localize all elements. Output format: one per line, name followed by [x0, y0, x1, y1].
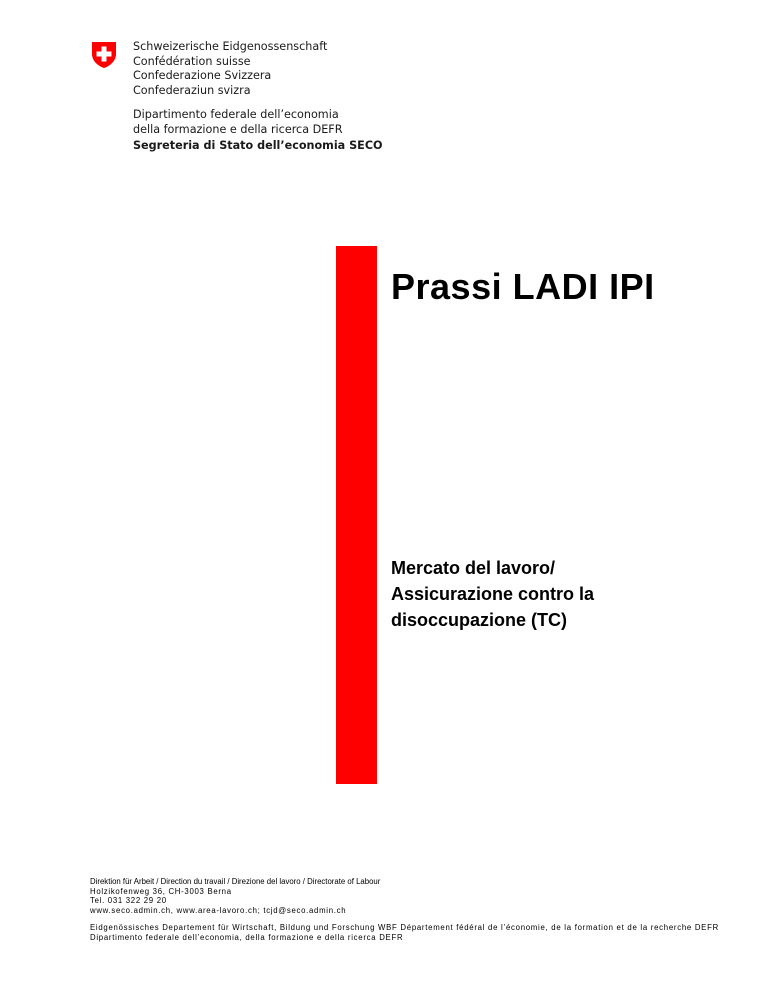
department-block — [133, 107, 383, 153]
page-footer — [90, 923, 719, 944]
subtitle-line-2: Assicurazione contro la — [391, 584, 595, 604]
contact-block — [90, 877, 380, 915]
web-line: www.seco.admin.ch, www.area-lavoro.ch; tcjd@seco.admin.ch — [90, 905, 347, 915]
department-line-1: Dipartimento federale dell’economia — [133, 108, 339, 121]
document-subtitle — [391, 555, 594, 633]
subtitle-line-1: Mercato del lavoro/ — [391, 558, 556, 578]
footer-line-1: Eidgenössisches Departement für Wirtschaft, Bildung und Forschung WBF Département fédéral de l’économie, de la formation et de la recherche DEFR — [90, 923, 719, 932]
department-line-2: della formazione e della ricerca DEFR — [133, 123, 343, 137]
secretariat-name: Segreteria di Stato dell’economia SECO — [133, 138, 383, 152]
accent-bar — [336, 246, 377, 784]
confederation-name-it: Confederazione Svizzera — [133, 69, 272, 83]
swiss-coat-of-arms-icon — [91, 41, 117, 69]
footer-line-2: Dipartimento federale dell’economia, della formazione e della ricerca DEFR — [90, 933, 404, 943]
directorate-line: Direktion für Arbeit / Direction du travail / Direzione del lavoro / Directorate of Labour — [90, 877, 381, 886]
confederation-name-de: Schweizerische Eidgenossenschaft — [133, 40, 328, 53]
confederation-name-rm: Confederaziun svizra — [133, 83, 251, 97]
confederation-name-fr: Confédération suisse — [133, 54, 251, 68]
document-title: Prassi LADI IPI — [391, 266, 655, 307]
subtitle-line-3: disoccupazione (TC) — [391, 610, 568, 630]
phone-line: Tel. 031 322 29 20 — [90, 896, 167, 906]
confederation-names — [133, 40, 327, 98]
address-line: Holzikofenweg 36, CH-3003 Berna — [90, 886, 232, 896]
